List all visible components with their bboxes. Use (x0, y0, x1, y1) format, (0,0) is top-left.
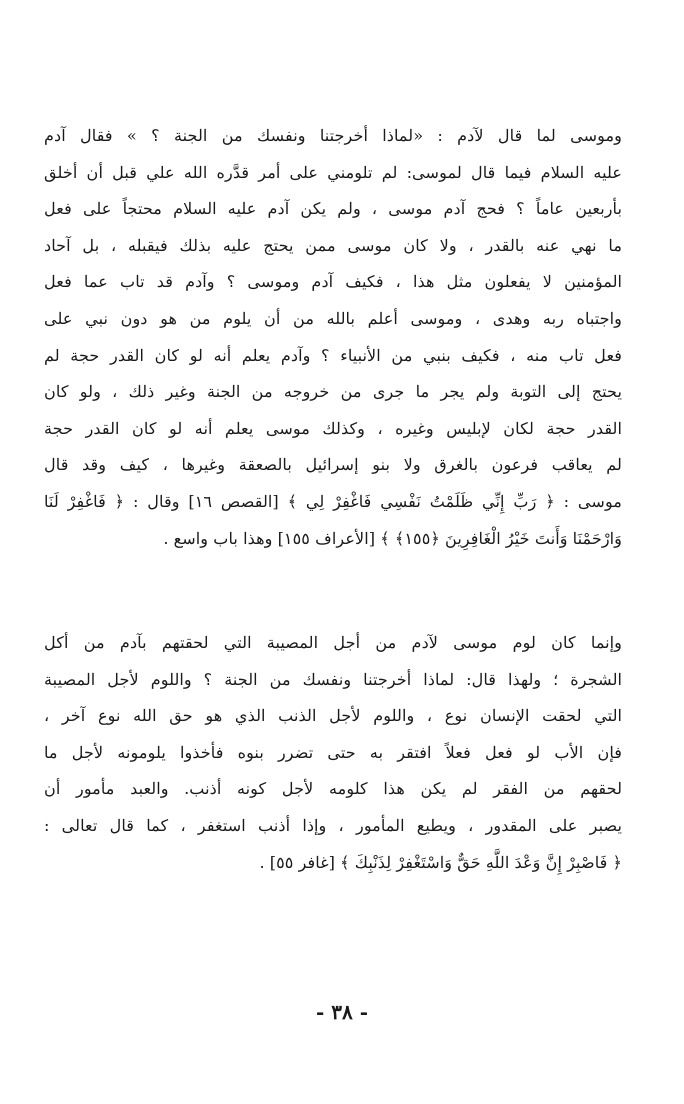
text-line: فعل تاب منه ، فكيف بنبي من الأنبياء ؟ وآدم يعلم أنه لو كان القدر حجة لم (44, 345, 622, 365)
page-number: - ٣٨ - (315, 1000, 368, 1024)
quran-verse-line: ﴿ فَاصْبِرْ إِنَّ وَعْدَ اللَّهِ حَقٌّ وَاسْتَغْفِرْ لِذَنْبِكَ ﴾ [غافر ٥٥] . (259, 852, 622, 872)
text-line: فإن الأب لو فعل فعلاً افتقر به حتى تضرر بنوه فأخذوا يلومونه لأجل ما (44, 742, 622, 762)
text-line: وإنما كان لوم موسى لآدم من أجل المصيبة التي لحقتهم بآدم من أكل (44, 633, 622, 652)
text-line: وموسى لما قال لآدم : «لماذا أخرجتنا ونفسك من الجنة ؟ » فقال آدم (44, 126, 622, 145)
text-line: يحتج إلى التوبة ولم يجر ما جرى من خروجه من الجنة وغير ذلك ، ولو كان (44, 382, 622, 402)
text-line: التي لحقت الإنسان نوع ، واللوم لأجل الذنب الذي هو حق الله نوع آخر ، (44, 706, 622, 726)
text-line: واجتباه ربه وهدى ، وموسى أعلم بالله من أن يلوم من هو دون نبي على (44, 308, 622, 328)
quran-verse-line: وَارْحَمْنَا وَأَنتَ خَيْرُ الْغَافِرِينَ ﴿١٥٥﴾ ﴾ [الأعراف ١٥٥] وهذا باب واسع . (163, 528, 622, 548)
text-line: لم يعاقب فرعون بالغرق ولا بنو إسرائيل بالصعقة وغيرها ، كيف وقد قال (44, 455, 622, 475)
text-line: يصبر على المقدور ، ويطيع المأمور ، وإذا أذنب استغفر ، كما قال تعالى : (44, 815, 622, 835)
text-line: المؤمنين لا يفعلون مثل هذا ، فكيف آدم وموسى ؟ وآدم قد تاب عما فعل (44, 272, 622, 292)
text-line: عليه السلام فيما قال لموسى: لم تلومني على أمر قدَّره الله علي قبل أن أخلق (44, 162, 622, 182)
paragraph-2 (44, 625, 622, 881)
text-line: لحقهم من الفقر لم يكن هذا كلومه لأجل كونه أذنب. والعبد مأمور أن (44, 779, 622, 799)
paragraph-1 (44, 118, 622, 557)
text-line: ما نهي عنه بالقدر ، ولا كان موسى ممن يحتج عليه بذلك فيقبله ، بل آحاد (44, 235, 622, 255)
quran-verse-line: موسى : ﴿ رَبِّ إِنِّي ظَلَمْتُ نَفْسِي فَاغْفِرْ لِي ﴾ [القصص ١٦] وقال : ﴿ فَاغْفِرْ لَنَا (44, 491, 622, 511)
text-line: القدر حجة لكان لإبليس وغيره ، وكذلك موسى يعلم أنه لو كان القدر حجة (44, 418, 622, 438)
text-line: بأربعين عاماً ؟ فحج آدم موسى ، ولم يكن آدم عليه السلام محتجاً على فعل (44, 199, 622, 219)
text-line: الشجرة ؛ ولهذا قال: لماذا أخرجتنا ونفسك من الجنة ؟ واللوم لأجل المصيبة (44, 669, 622, 689)
